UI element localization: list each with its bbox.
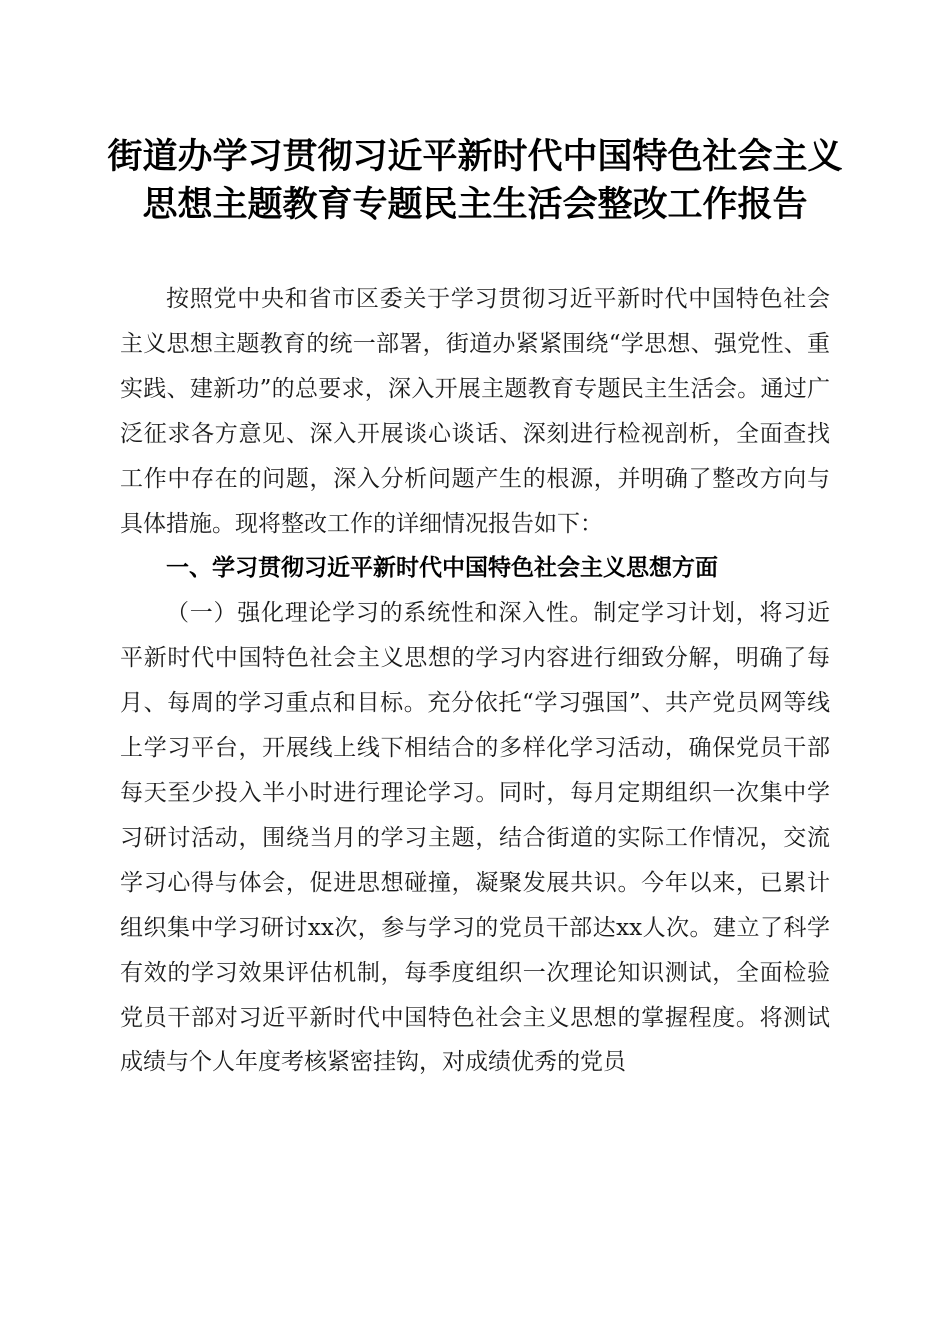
intro-paragraph: 按照党中央和省市区委关于学习贯彻习近平新时代中国特色社会主义思想主题教育的统一部署，街道办紧紧围绕“学思想、强党性、重实践、建新功”的总要求，深入开展主题教育专题民主生活会。通过广泛征求各方意见、深入开展谈心谈话、深刻进行检视剖析，全面查找工作中存在的问题，深入分析问题产生的根源，并明确了整改方向与具体措施。现将整改工作的详细情况报告如下：	[120, 286, 830, 537]
subsection-label: （一）强化理论学习的系统性和深入性。	[166, 600, 594, 627]
document-title: 街道办学习贯彻习近平新时代中国特色社会主义思想主题教育专题民主生活会整改工作报告	[107, 136, 843, 225]
section-heading: 一、学习贯彻习近平新时代中国特色社会主义思想方面	[166, 555, 718, 582]
document-body	[120, 277, 830, 1085]
subsection-text: 制定学习计划，将习近平新时代中国特色社会主义思想的学习内容进行细致分解，明确了每月、每周的学习重点和目标。充分依托“学习强国”、共产党员网等线上学习平台，开展线上线下相结合的多样化学习活动，确保党员干部每天至少投入半小时进行理论学习。同时，每月定期组织一次集中学习研讨活动，围绕当月的学习主题，结合街道的实际工作情况，交流学习心得与体会，促进思想碰撞，凝聚发展共识。今年以来，已累计组织集中学习研讨xx次，参与学习的党员干部达xx人次。建立了科学有效的学习效果评估机制，每季度组织一次理论知识测试，全面检验党员干部对习近平新时代中国特色社会主义思想的掌握程度。将测试成绩与个人年度考核紧密挂钩，对成绩优秀的党员	[120, 600, 831, 1076]
subsection-paragraph	[120, 591, 830, 1085]
